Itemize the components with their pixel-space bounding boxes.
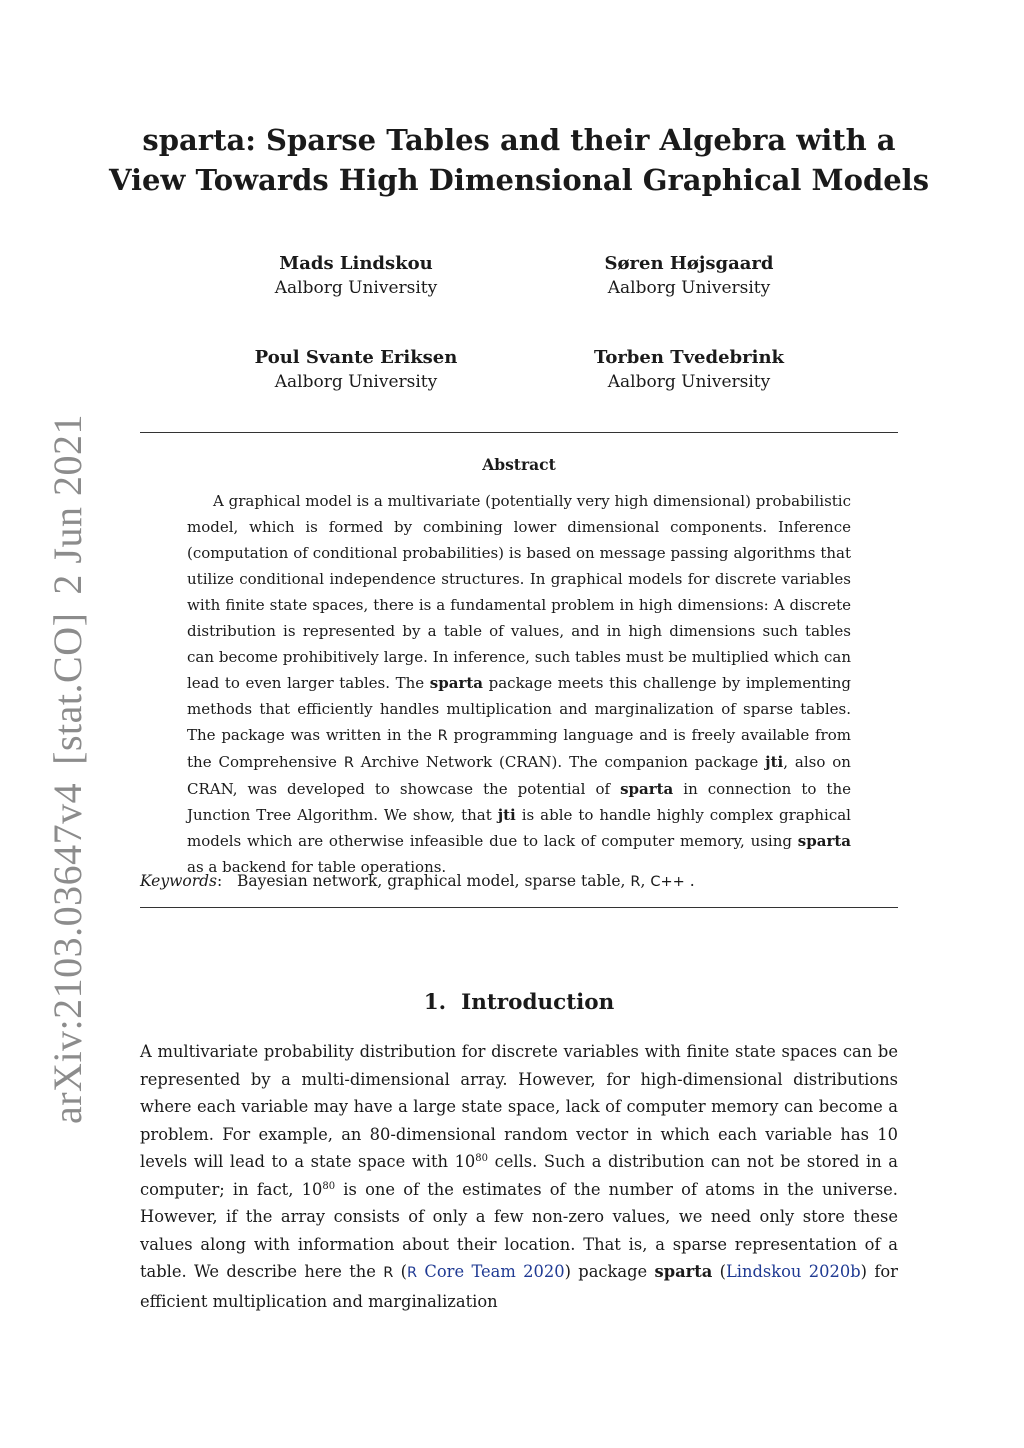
abstract-paragraph [187, 488, 851, 880]
citation-r: R [407, 1265, 418, 1281]
section-heading [140, 990, 898, 1015]
intro-text: package [578, 1262, 648, 1281]
package-name-sparta: sparta [620, 780, 674, 798]
citation-text: Core Team 2020 [424, 1262, 565, 1281]
intro-text: for efficient multiplication and marginalization [140, 1262, 898, 1311]
keyword-cpp: C++ [650, 874, 685, 890]
abstract-text: Archive Network (CRAN). The companion package [360, 753, 759, 771]
section-title: Introduction [461, 990, 615, 1015]
intro-text: A multivariate probability distribution for discrete variables with finite state spaces can be represented by a multi-dimensional array. However, for high-dimensional distributions where each variable may have a large state space, lack of computer memory can become a problem. For example, an 80-dimensional random vector in which each variable has 10 levels will lead to a state space with 10 [140, 1042, 898, 1171]
author-name: Mads Lindskou [279, 253, 433, 274]
citation-link-r-core-team[interactable] [407, 1262, 565, 1281]
arxiv-category: [stat.CO] [45, 612, 90, 765]
abstract-top-rule [140, 432, 898, 433]
package-name-jti: jti [765, 753, 784, 771]
language-name-r: R [343, 755, 354, 771]
author-block [196, 252, 516, 300]
paper-title [100, 120, 938, 200]
keywords-end: . [689, 872, 695, 890]
package-name-sparta: sparta [797, 832, 851, 850]
keywords-line: Keywords: Bayesian network, graphical model, sparse table, R, C++ . [140, 872, 695, 890]
exponent: 80 [322, 1180, 336, 1192]
author-block [196, 346, 516, 394]
abstract-text: package meets this challenge by implementing methods that efficiently handles multiplication and marginalization of sparse tables. The package was written in the [187, 674, 851, 744]
language-name-r: R [383, 1265, 394, 1281]
abstract-text: in connection to the Junction Tree Algorithm. We show, that [187, 780, 851, 824]
section-number: 1. [423, 990, 447, 1015]
paren: ( [719, 1262, 726, 1281]
citation-link-lindskou[interactable]: Lindskou 2020b [725, 1262, 861, 1281]
arxiv-side-stamp [44, 396, 91, 1124]
paren: ) [564, 1262, 571, 1281]
author-affiliation: Aalborg University [607, 372, 771, 392]
keyword-r: R [630, 874, 641, 890]
paren: ( [400, 1262, 407, 1281]
abstract-body [187, 488, 851, 880]
abstract-text: A graphical model is a multivariate (potentially very high dimensional) probabilistic model, which is formed by combining lower dimensional components. Inference (computation of conditional probabilities) is based on message passing algorithms that utilize conditional independence structures. In graphical models for discrete variables with finite state spaces, there is a fundamental problem in high dimensions: A discrete distribution is represented by a table of values, and in high dimensions such tables can become prohibitively large. In inference, such tables must be multiplied which can lead to even larger tables. The [187, 492, 851, 692]
abstract-text: is able to handle highly complex graphical models which are otherwise infeasible due to lack of computer memory, using [187, 806, 851, 850]
abstract-text: , also on CRAN, was developed to showcase the potential of [187, 753, 851, 798]
abstract-text: as a backend for table operations. [187, 858, 447, 876]
arxiv-id[interactable]: arXiv:2103.03647v4 [45, 782, 90, 1125]
keywords-list: Bayesian network, graphical model, sparse table, [237, 872, 626, 890]
exponent: 80 [475, 1153, 489, 1164]
abstract-heading: Abstract [482, 455, 556, 474]
intro-text: is one of the estimates of the number of atoms in the universe. However, if the array consists of only a few non-zero values, we need only store these values along with information about their location. That is, a sparse representation of a table. We describe here the [140, 1179, 898, 1281]
abstract-text: programming language and is freely available from the Comprehensive [187, 726, 851, 771]
author-affiliation: Aalborg University [274, 278, 438, 298]
author-name: Søren Højsgaard [604, 253, 774, 274]
package-name-jti: jti [497, 806, 516, 824]
intro-text: cells. Such a distribution can not be stored in a computer; in fact, 10 [140, 1152, 898, 1199]
author-block [529, 346, 849, 394]
author-affiliation: Aalborg University [607, 278, 771, 298]
author-block [529, 252, 849, 300]
title-line-2: View Towards High Dimensional Graphical Models [108, 163, 930, 197]
keywords-label: Keywords [140, 872, 217, 890]
paren: ) [860, 1262, 867, 1281]
title-line-1: sparta: Sparse Tables and their Algebra with a [142, 123, 896, 157]
language-name-r: R [437, 728, 448, 744]
package-name-sparta: sparta [429, 674, 483, 692]
intro-paragraph [140, 1038, 898, 1315]
arxiv-date: 2 Jun 2021 [45, 413, 90, 595]
author-name: Torben Tvedebrink [593, 347, 785, 368]
author-name: Poul Svante Eriksen [254, 347, 458, 368]
author-affiliation: Aalborg University [274, 372, 438, 392]
abstract-bottom-rule [140, 907, 898, 908]
package-name-sparta: sparta [654, 1262, 713, 1281]
